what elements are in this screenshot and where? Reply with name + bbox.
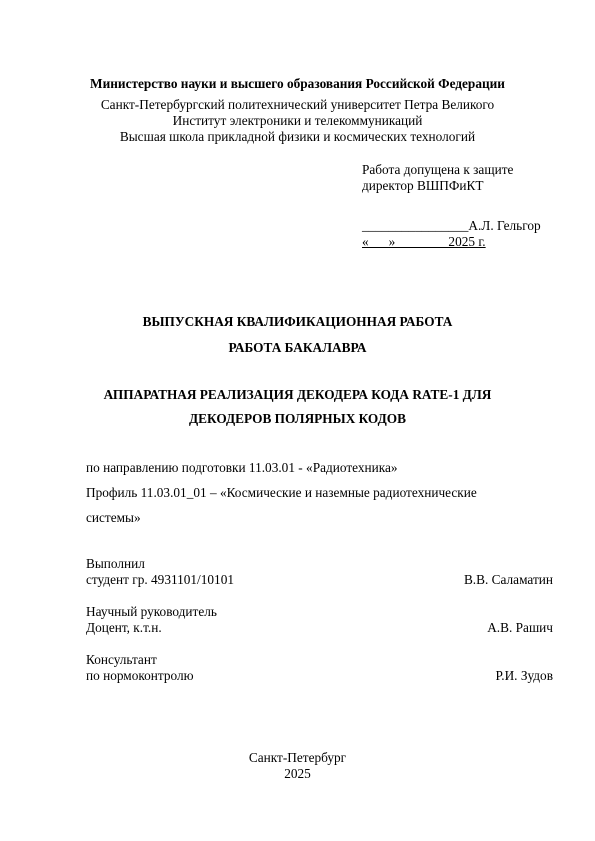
profile-line1: Профиль 11.03.01_01 – «Космические и наземные радиотехнические — [86, 485, 477, 500]
ministry-title: Министерство науки и высшего образования Российской Федерации — [90, 76, 505, 91]
work-type-title: ВЫПУСКНАЯ КВАЛИФИКАЦИОННАЯ РАБОТА — [142, 314, 453, 329]
topic-title-line2: ДЕКОДЕРОВ ПОЛЯРНЫХ КОДОВ — [189, 411, 406, 426]
approval-date: « » 2025 г. — [362, 234, 486, 249]
topic-title-line1: АППАРАТНАЯ РЕАЛИЗАЦИЯ ДЕКОДЕРА КОДА RATE-1 ДЛЯ — [103, 387, 492, 402]
author-label: Выполнил — [86, 556, 145, 571]
institute-name: Институт электроники и телекоммуникаций — [172, 113, 423, 128]
signature-line: ________________А.Л. Гельгор — [362, 218, 541, 233]
consultant-name: Р.И. Зудов — [495, 668, 553, 683]
supervisor-label: Научный руководитель — [86, 604, 217, 619]
direction-line: по направлению подготовки 11.03.01 - «Радиотехника» — [86, 460, 398, 475]
supervisor-role: Доцент, к.т.н. — [86, 620, 162, 635]
school-name: Высшая школа прикладной физики и космических технологий — [119, 129, 476, 144]
footer-city: Санкт-Петербург — [248, 750, 347, 765]
author-name: В.В. Саламатин — [463, 572, 553, 587]
footer-year: 2025 — [284, 766, 311, 781]
approval-line: Работа допущена к защите — [362, 162, 514, 177]
author-role: студент гр. 4931101/10101 — [86, 572, 234, 587]
consultant-role: по нормоконтролю — [86, 668, 194, 683]
university-name: Санкт-Петербургский политехнический университет Петра Великого — [100, 97, 495, 112]
consultant-label: Консультант — [86, 652, 157, 667]
work-type-subtitle: РАБОТА БАКАЛАВРА — [228, 340, 367, 355]
profile-line2: системы» — [86, 510, 141, 525]
supervisor-name: А.В. Рашич — [487, 620, 553, 635]
director-line: директор ВШПФиКТ — [362, 178, 484, 193]
